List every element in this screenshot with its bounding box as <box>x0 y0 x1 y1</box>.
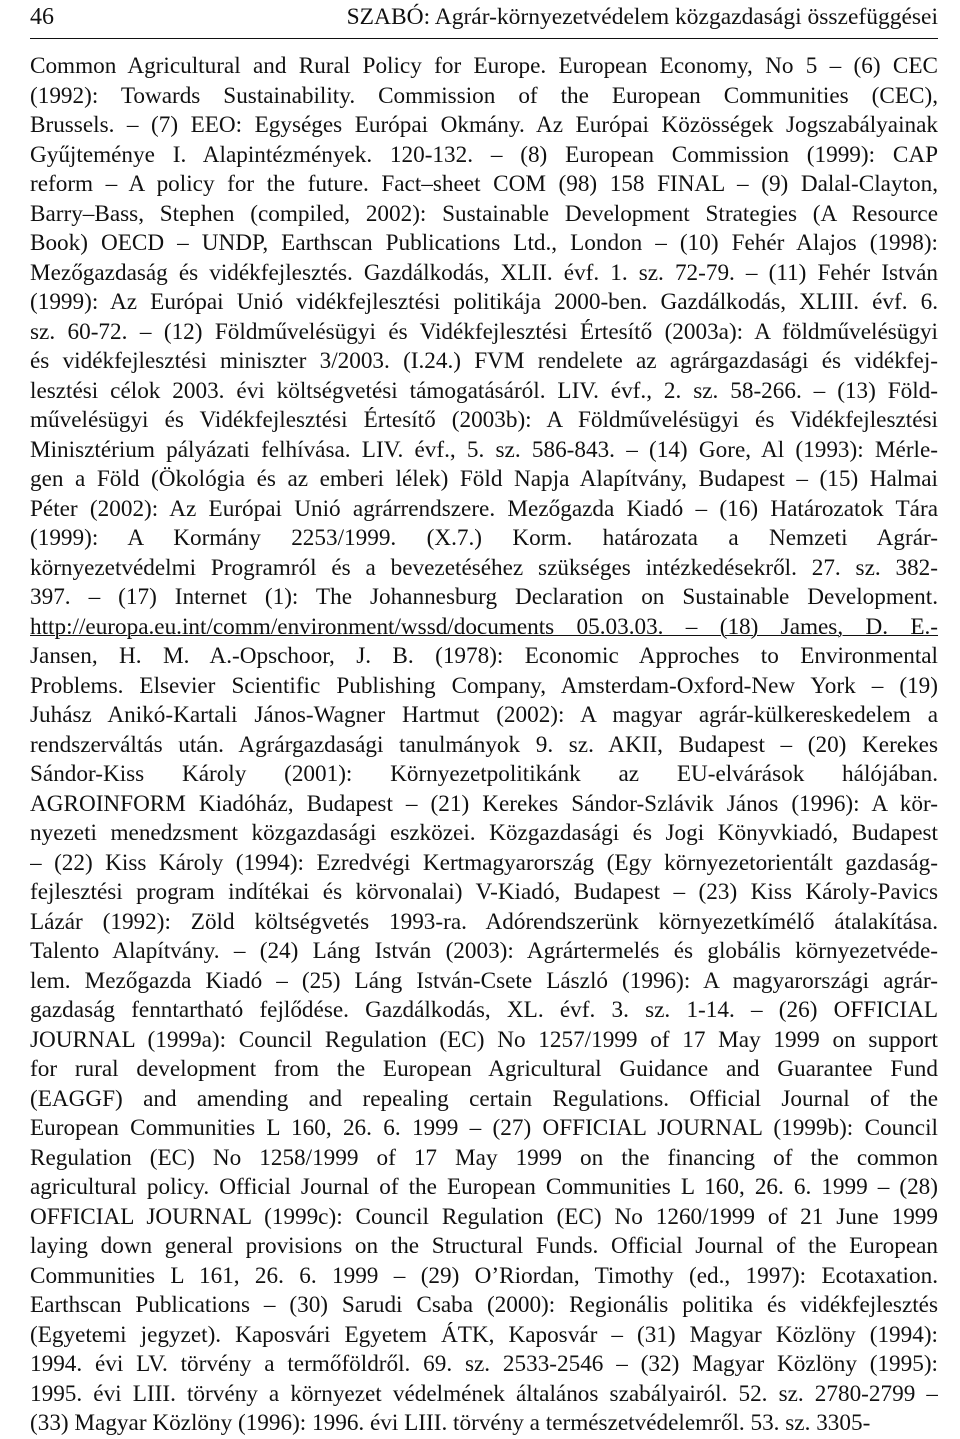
reference-line: Gyűjteménye I. Alapintézmények. 120-132. – (8) European Commission (1999): CAP <box>30 141 938 168</box>
reference-line: reform – A policy for the future. Fact–sheet COM (98) 158 FINAL – (9) Dalal-Clayton, <box>30 171 938 197</box>
reference-line: Lázár (1992): Zöld költségvetés 1993-ra. Adórendszerünk környezetkímélő átalakítása. <box>30 908 938 935</box>
reference-line: OFFICIAL JOURNAL (1999c): Council Regulation (EC) No 1260/1999 of 21 June 1999 <box>30 1203 938 1230</box>
running-title: SZABÓ: Agrár-környezetvédelem közgazdasági összefüggései <box>346 4 938 30</box>
reference-line: Brussels. – (7) EEO: Egységes Európai Okmány. Az Európai Közösségek Jogszabályainak <box>30 112 938 138</box>
reference-line: gen a Föld (Ökológia és az emberi lélek) Föld Napja Alapítvány, Budapest – (15) Halmai <box>30 466 938 492</box>
page-number: 46 <box>30 4 54 30</box>
reference-line: művelésügyi és Vidékfejlesztési Értesítő (2003b): A Földművelésügyi és Vidékfejlesztési <box>30 407 938 433</box>
reference-line: Earthscan Publications – (30) Sarudi Csaba (2000): Regionális politika és vidékfejlesztés <box>30 1292 938 1318</box>
reference-line: sz. 60-72. – (12) Földművelésügyi és Vidékfejlesztési Értesítő (2003a): A földművelésügyi <box>30 318 938 345</box>
reference-line: Minisztérium pályázati felhívása. LIV. évf., 5. sz. 586-843. – (14) Gore, Al (1993): Mérle- <box>30 436 938 463</box>
reference-line: (33) Magyar Közlöny (1996): 1996. évi LIII. törvény a természetvédelemről. 53. sz. 3305- <box>30 1410 871 1436</box>
reference-line: (EAGGF) and amending and repealing certain Regulations. Official Journal of the <box>30 1085 938 1112</box>
reference-line: for rural development from the European Agricultural Guidance and Guarantee Fund <box>30 1056 938 1082</box>
reference-line: 1995. évi LIII. törvény a környezet védelmének általános szabályairól. 52. sz. 2780-2799 – <box>30 1380 938 1407</box>
document-page <box>30 0 938 1436</box>
reference-line: gazdaság fenntartható fejlődése. Gazdálkodás, XL. évf. 3. sz. 1-14. – (26) OFFICIAL <box>30 997 938 1023</box>
reference-line: Juhász Anikó-Kartali János-Wagner Hartmut (2002): A magyar agrár-külkereskedelem a <box>30 702 938 728</box>
reference-line: (Egyetemi jegyzet). Kaposvári Egyetem ÁTK, Kaposvár – (31) Magyar Közlöny (1994): <box>30 1321 938 1348</box>
reference-line: laying down general provisions on the Structural Funds. Official Journal of the European <box>30 1233 938 1259</box>
reference-line: lesztési célok 2003. évi költségvetési támogatásáról. LIV. évf., 2. sz. 58-266. – (13) Föld- <box>30 377 938 404</box>
reference-line: környezetvédelmi Programról és a bevezetéséhez szükséges intézkedésekről. 27. sz. 382- <box>30 554 938 581</box>
reference-line: Barry–Bass, Stephen (compiled, 2002): Sustainable Development Strategies (A Resource <box>30 200 938 227</box>
reference-line: (1992): Towards Sustainability. Commission of the European Communities (CEC), <box>30 82 938 109</box>
reference-line: Communities L 161, 26. 6. 1999 – (29) O’Riordan, Timothy (ed., 1997): Ecotaxation. <box>30 1262 938 1289</box>
reference-line: Book) OECD – UNDP, Earthscan Publications Ltd., London – (10) Fehér Alajos (1998): <box>30 230 938 256</box>
reference-line: Regulation (EC) No 1258/1999 of 17 May 1999 on the financing of the common <box>30 1144 938 1171</box>
running-header <box>30 0 938 39</box>
reference-line: (1999): Az Európai Unió vidékfejlesztési politikája 2000-ben. Gazdálkodás, XLIII. évf. 6. <box>30 289 938 315</box>
reference-line: Péter (2002): Az Európai Unió agrárrendszere. Mezőgazda Kiadó – (16) Határozatok Tára <box>30 495 938 522</box>
reference-line: – (22) Kiss Károly (1994): Ezredvégi Kertmagyarország (Egy környezetorientált gazdaság- <box>30 849 938 876</box>
reference-line: 397. – (17) Internet (1): The Johannesburg Declaration on Sustainable Development. <box>30 584 938 610</box>
reference-line: JOURNAL (1999a): Council Regulation (EC) No 1257/1999 of 17 May 1999 on support <box>30 1026 938 1053</box>
reference-line: Jansen, H. M. A.-Opschoor, J. B. (1978): Economic Approches to Environmental <box>30 643 938 669</box>
reference-line: Talento Alapítvány. – (24) Láng István (2003): Agrártermelés és globális környezetvéde- <box>30 938 938 964</box>
reference-line: (1999): A Kormány 2253/1999. (X.7.) Korm. határozata a Nemzeti Agrár- <box>30 525 938 551</box>
reference-line: Problems. Elsevier Scientific Publishing Company, Amsterdam-Oxford-New York – (19) <box>30 672 938 699</box>
reference-line: 1994. évi LV. törvény a termőföldről. 69. sz. 2533-2546 – (32) Magyar Közlöny (1995): <box>30 1351 938 1377</box>
reference-line: lem. Mezőgazda Kiadó – (25) Láng István-Csete László (1996): A magyarországi agrár- <box>30 967 938 994</box>
reference-line: és vidékfejlesztési miniszter 3/2003. (I.24.) FVM rendelete az agrárgazdasági és vidékfej- <box>30 348 938 374</box>
reference-list <box>30 52 938 1439</box>
reference-line: rendszerváltás után. Agrárgazdasági tanulmányok 9. sz. AKII, Budapest – (20) Kerekes <box>30 731 938 758</box>
reference-line: Common Agricultural and Rural Policy for Europe. European Economy, No 5 – (6) CEC <box>30 53 938 79</box>
reference-line: AGROINFORM Kiadóház, Budapest – (21) Kerekes Sándor-Szlávik János (1996): A kör- <box>30 790 938 817</box>
reference-line: agricultural policy. Official Journal of the European Communities L 160, 26. 6. 1999 – (28) <box>30 1174 938 1200</box>
reference-line: European Communities L 160, 26. 6. 1999 – (27) OFFICIAL JOURNAL (1999b): Council <box>30 1115 938 1141</box>
reference-line: fejlesztési program indítékai és körvonalai) V-Kiadó, Budapest – (23) Kiss Károly-Pavics <box>30 879 938 905</box>
reference-line: Sándor-Kiss Károly (2001): Környezetpolitikánk az EU-elvárások hálójában. <box>30 761 938 787</box>
reference-url-line[interactable]: http://europa.eu.int/comm/environment/wssd/documents 05.03.03. – (18) James, D. E.- <box>30 613 938 640</box>
reference-line: Mezőgazdaság és vidékfejlesztés. Gazdálkodás, XLII. évf. 1. sz. 72-79. – (11) Fehér István <box>30 259 938 286</box>
reference-line: nyezeti menedzsment közgazdasági eszközei. Közgazdasági és Jogi Könyvkiadó, Budapest <box>30 820 938 846</box>
